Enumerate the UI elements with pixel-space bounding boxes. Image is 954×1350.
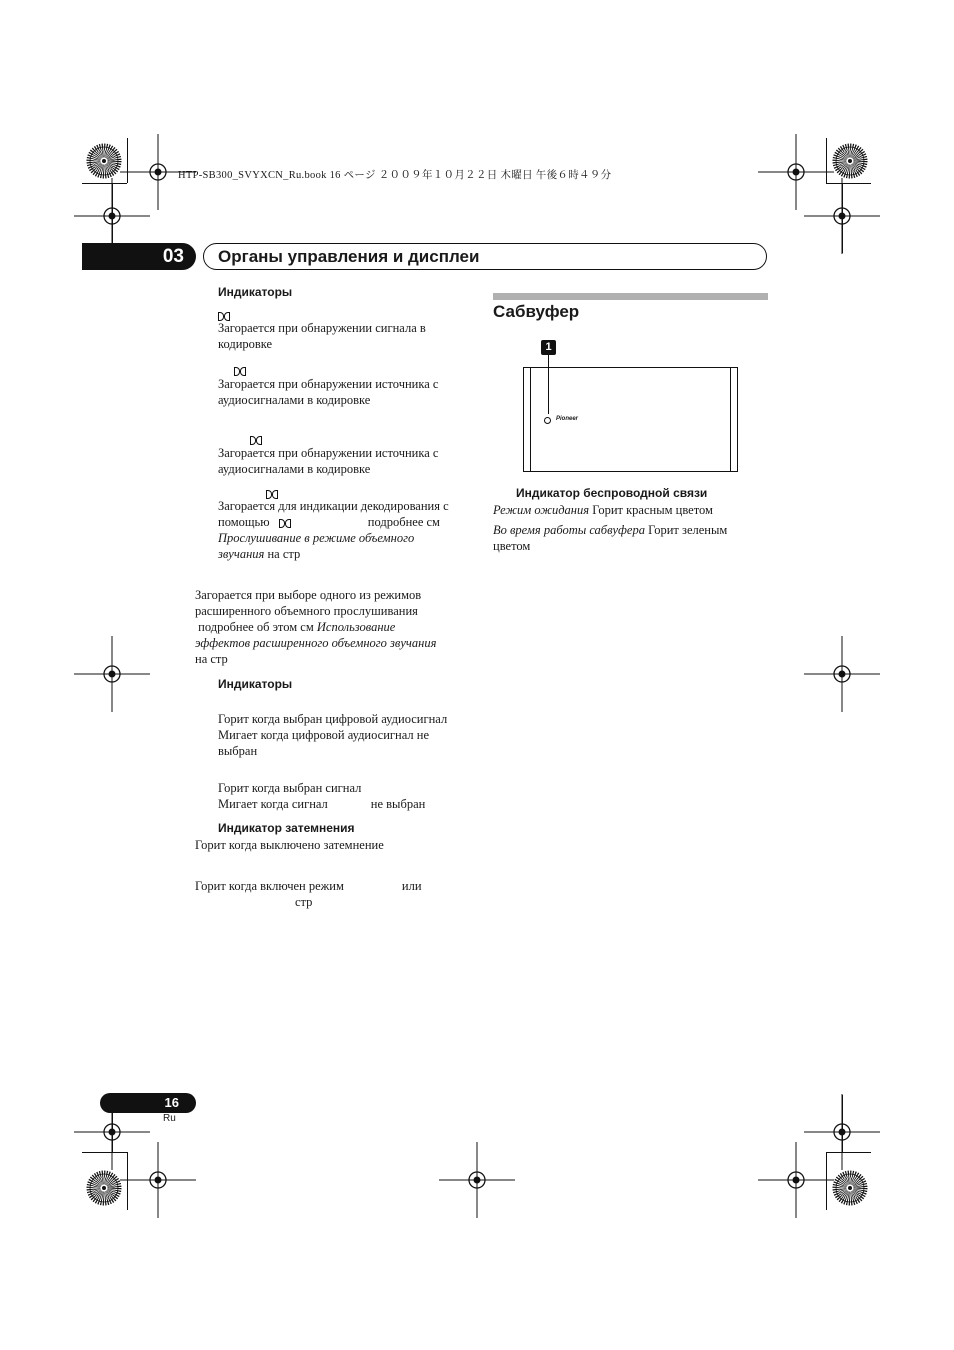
- crosshair-icon: [120, 1142, 196, 1218]
- crosshair-icon: [758, 134, 834, 210]
- section-title: Сабвуфер: [493, 302, 580, 321]
- dolby-logo-icon: [234, 367, 246, 376]
- crosshair-icon: [804, 178, 880, 254]
- pioneer-logo: Pioneer: [556, 416, 579, 422]
- crosshair-icon: [439, 1142, 515, 1218]
- wireless-indicator-caption: Индикатор беспроводной связи: [516, 486, 708, 500]
- dimmer-indicator-description: Горит когда выключено затемнение: [195, 838, 384, 852]
- chapter-number-badge: 03: [82, 243, 196, 270]
- chapter-title: Органы управления и дисплеи: [203, 243, 767, 270]
- page-number-badge: 16: [100, 1093, 196, 1113]
- indicator-description: Загорается при обнаружении источника с аудиосигналами в кодировке: [218, 446, 439, 476]
- mode-indicator-description: Горит когда включен режим или стр: [195, 879, 422, 909]
- sunburst-icon: [90, 147, 118, 175]
- indicators-heading: Индикаторы: [218, 677, 293, 691]
- language-code: Ru: [163, 1113, 176, 1124]
- crosshair-icon: [804, 1094, 880, 1170]
- signal-indicator-description: Горит когда выбран сигнал Мигает когда сигнал не выбран: [218, 781, 426, 811]
- wireless-indicator-led: [544, 417, 551, 424]
- indicators-heading: Индикаторы: [218, 285, 293, 299]
- dimmer-indicator-heading: Индикатор затемнения: [218, 821, 355, 835]
- sunburst-icon: [836, 147, 864, 175]
- print-header: HTP-SB300_SVYXCN_Ru.book 16 ページ ２００９年１０月２２日 木曜日 午後６時４９分: [178, 170, 612, 181]
- advanced-surround-description: Загорается при выборе одного из режимов расширенного объемного прослушивания подробнее об этом см Использование эффектов расширенного объемного звучания на стр: [195, 588, 437, 666]
- callout-number: 1: [541, 340, 556, 355]
- sunburst-icon: [836, 1174, 864, 1202]
- indicator-description: Загорается при обнаружении сигнала в кодировке: [218, 321, 426, 351]
- crosshair-icon: [758, 1142, 834, 1218]
- wireless-indicator-description: Режим ожидания Горит красным цветом Во время работы сабвуфера Горит зеленым цветом: [493, 503, 728, 553]
- dolby-logo-icon: [250, 436, 262, 445]
- crosshair-icon: [804, 636, 880, 712]
- crosshair-icon: [74, 636, 150, 712]
- indicator-description: Загорается при обнаружении источника с аудиосигналами в кодировке: [218, 377, 439, 407]
- indicator-description: Загорается для индикации декодирования с помощью подробнее см Прослушивание в режиме объемного звучания на стр: [218, 499, 449, 561]
- dolby-logo-icon: [279, 519, 291, 528]
- digital-indicator-description: Горит когда выбран цифровой аудиосигнал Мигает когда цифровой аудиосигнал не выбран: [218, 712, 448, 758]
- section-rule: [493, 293, 768, 300]
- sunburst-icon: [90, 1174, 118, 1202]
